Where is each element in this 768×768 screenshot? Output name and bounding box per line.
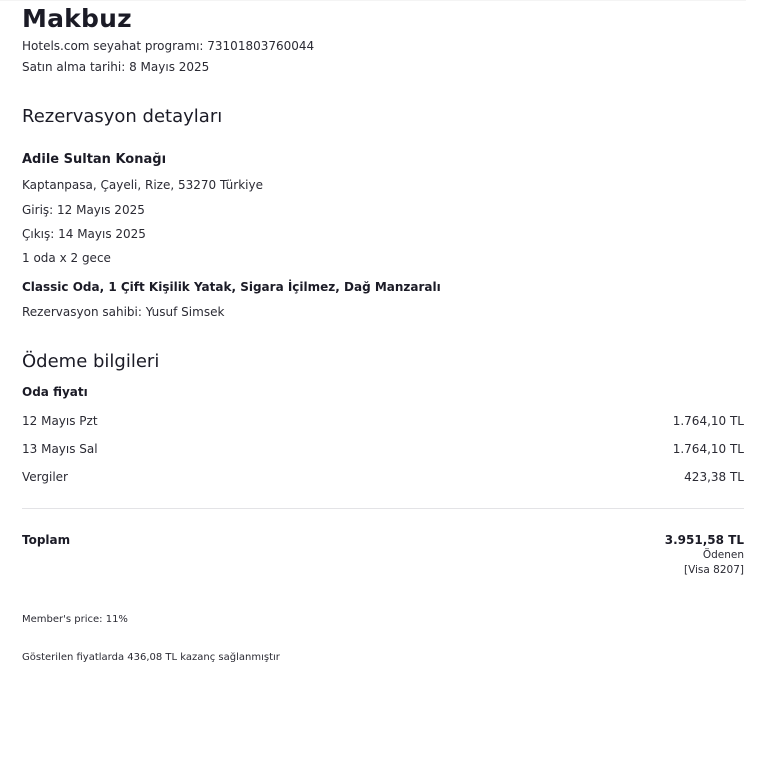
- total-label: Toplam: [22, 533, 71, 547]
- hotel-address: Kaptanpasa, Çayeli, Rize, 53270 Türkiye: [22, 178, 263, 192]
- price-line-amount: 1.764,10 TL: [672, 414, 744, 428]
- savings-note: Gösterilen fiyatlarda 436,08 TL kazanç sağlanmıştır: [22, 652, 280, 663]
- check-in-date: Giriş: 12 Mayıs 2025: [22, 203, 145, 217]
- taxes-label: Vergiler: [22, 470, 68, 484]
- program-number: Hotels.com seyahat programı: 73101803760044: [22, 39, 315, 53]
- rooms-nights: 1 oda x 2 gece: [22, 251, 111, 265]
- room-type: Classic Oda, 1 Çift Kişilik Yatak, Sigara İçilmez, Dağ Manzaralı: [22, 280, 441, 294]
- price-line-amount: 1.764,10 TL: [672, 442, 744, 456]
- room-price-label: Oda fiyatı: [22, 385, 88, 399]
- total-amount: 3.951,58 TL: [664, 533, 744, 547]
- payment-heading: Ödeme bilgileri: [22, 351, 160, 372]
- total-divider: [22, 508, 744, 509]
- receipt-page: [22, 0, 744, 768]
- price-line-label: 12 Mayıs Pzt: [22, 414, 98, 428]
- reservation-heading: Rezervasyon detayları: [22, 106, 223, 127]
- purchase-date: Satın alma tarihi: 8 Mayıs 2025: [22, 60, 210, 74]
- member-price-note: Member's price: 11%: [22, 614, 128, 625]
- payment-card: [Visa 8207]: [683, 564, 744, 576]
- receipt-title: Makbuz: [22, 4, 132, 33]
- hotel-name: Adile Sultan Konağı: [22, 152, 167, 167]
- price-line-label: 13 Mayıs Sal: [22, 442, 98, 456]
- check-out-date: Çıkış: 14 Mayıs 2025: [22, 227, 146, 241]
- taxes-amount: 423,38 TL: [684, 470, 744, 484]
- paid-label: Ödenen: [702, 549, 744, 561]
- reservation-holder: Rezervasyon sahibi: Yusuf Simsek: [22, 305, 225, 319]
